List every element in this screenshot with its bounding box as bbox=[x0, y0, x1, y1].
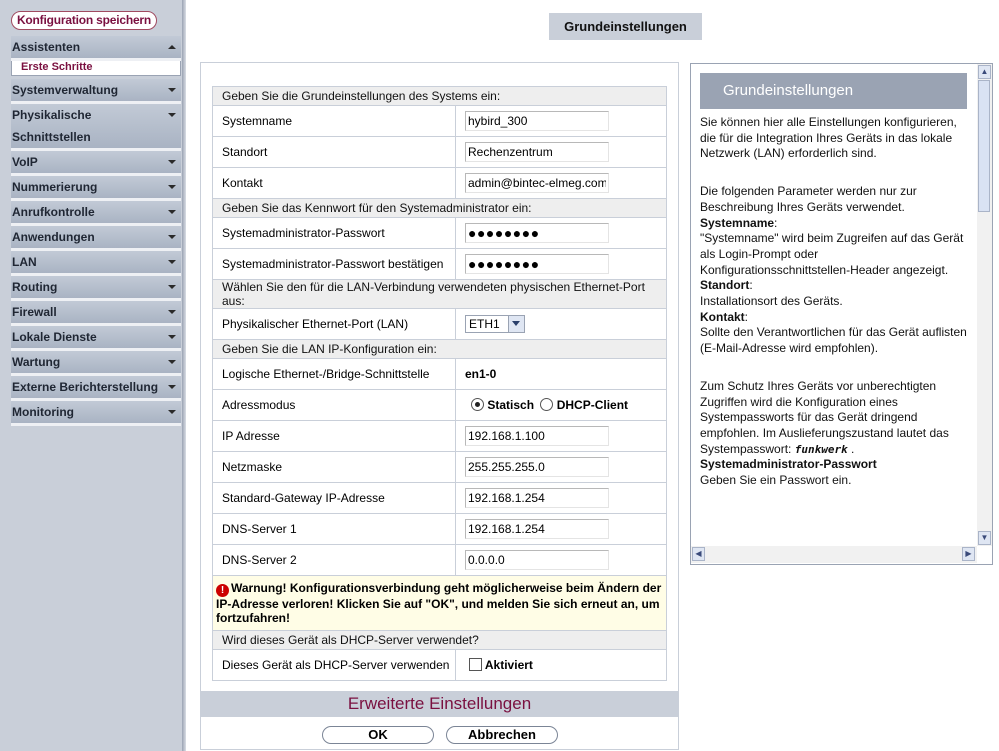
section-header-dhcp bbox=[213, 631, 667, 650]
section-header-port bbox=[213, 280, 667, 309]
password-confirm-input[interactable] bbox=[465, 254, 609, 274]
section-label: Geben Sie die LAN IP-Konfiguration ein: bbox=[213, 340, 667, 359]
ok-button[interactable]: OK bbox=[322, 726, 434, 744]
form-row-netmask bbox=[213, 452, 667, 483]
sidebar-item-label: Nummerierung bbox=[12, 180, 98, 194]
sidebar-nav bbox=[11, 36, 181, 426]
help-vertical-scrollbar[interactable] bbox=[977, 64, 992, 546]
sidebar-item-nummerierung[interactable] bbox=[11, 176, 181, 201]
sidebar-item-externe-berichterstellung[interactable] bbox=[11, 376, 181, 401]
chevron-down-icon bbox=[168, 410, 176, 414]
field-label: Standort bbox=[213, 137, 456, 168]
sidebar-item-label: Assistenten bbox=[12, 40, 81, 54]
field-label: Adressmodus bbox=[213, 390, 456, 421]
sidebar-item-label: Routing bbox=[12, 280, 58, 294]
help-paragraph: Sie können hier alle Einstellungen konfigurieren, die für die Integration Ihres Geräts in das lokale Netzwerk (LAN) erforderlich sind. bbox=[700, 115, 957, 161]
field-label: IP Adresse bbox=[213, 421, 456, 452]
help-heading: Systemname: bbox=[700, 215, 778, 230]
interface-value: en1-0 bbox=[456, 359, 667, 390]
chevron-down-icon bbox=[168, 235, 176, 239]
chevron-down-icon bbox=[168, 285, 176, 289]
default-password-code: funkwerk bbox=[794, 442, 848, 456]
field-label: Standard-Gateway IP-Adresse bbox=[213, 483, 456, 514]
section-label: Geben Sie das Kennwort für den Systemadministrator ein: bbox=[213, 199, 667, 218]
chevron-down-icon bbox=[168, 335, 176, 339]
standort-input[interactable] bbox=[465, 142, 609, 162]
radio-static[interactable] bbox=[471, 398, 484, 411]
sidebar-item-voip[interactable] bbox=[11, 151, 181, 176]
radio-static-label: Statisch bbox=[487, 398, 535, 412]
sidebar-item-systemverwaltung[interactable] bbox=[11, 79, 181, 104]
help-heading: Standort: bbox=[700, 278, 753, 293]
settings-form bbox=[212, 86, 667, 681]
field-label: DNS-Server 2 bbox=[213, 545, 456, 576]
form-row-gateway bbox=[213, 483, 667, 514]
sidebar-item-assistenten[interactable] bbox=[11, 36, 181, 61]
section-label: Geben Sie die Grundeinstellungen des Systems ein: bbox=[213, 87, 667, 106]
warning-icon: ! bbox=[216, 584, 229, 597]
chevron-down-icon bbox=[168, 360, 176, 364]
sidebar-item-label: Anrufkontrolle bbox=[12, 205, 95, 219]
advanced-settings-toggle[interactable]: Erweiterte Einstellungen bbox=[201, 691, 678, 717]
sidebar-item-label: Externe Berichterstellung bbox=[12, 380, 159, 394]
gateway-input[interactable] bbox=[465, 488, 609, 508]
field-label: Logische Ethernet-/Bridge-Schnittstelle bbox=[213, 359, 456, 390]
section-header-system bbox=[213, 87, 667, 106]
field-label: Kontakt bbox=[213, 168, 456, 199]
sidebar-item-wartung[interactable] bbox=[11, 351, 181, 376]
ip-address-input[interactable] bbox=[465, 426, 609, 446]
sidebar-item-label: LAN bbox=[12, 255, 37, 269]
chevron-down-icon[interactable] bbox=[508, 316, 524, 332]
sidebar-divider bbox=[182, 0, 186, 751]
sidebar bbox=[0, 0, 182, 751]
systemname-input[interactable] bbox=[465, 111, 609, 131]
section-header-password bbox=[213, 199, 667, 218]
help-paragraph: Zum Schutz Ihres Geräts vor unberechtigten Zugriffen wird die Konfiguration eines Systempassworts für das Gerät dringend empfohlen. Im Auslieferungszustand lautet das Systempasswort: funkwerk . bbox=[700, 378, 949, 456]
form-row-password bbox=[213, 218, 667, 249]
chevron-down-icon bbox=[168, 260, 176, 264]
form-row-password-confirm bbox=[213, 249, 667, 280]
chevron-down-icon bbox=[168, 310, 176, 314]
dhcp-checkbox-label: Aktiviert bbox=[484, 658, 533, 672]
page-title: Grundeinstellungen bbox=[549, 13, 702, 40]
warning-row bbox=[213, 576, 667, 631]
sidebar-item-label: Firewall bbox=[12, 305, 57, 319]
select-value: ETH1 bbox=[469, 317, 500, 331]
help-paragraph: Sollte den Verantwortlichen für das Gerät auflisten (E-Mail-Adresse wird empfohlen). bbox=[700, 325, 967, 356]
chevron-up-icon bbox=[168, 45, 176, 49]
scroll-down-icon[interactable]: ▼ bbox=[978, 531, 991, 545]
sidebar-item-routing[interactable] bbox=[11, 276, 181, 301]
field-label: Systemname bbox=[213, 106, 456, 137]
help-paragraph: Installationsort des Geräts. bbox=[700, 294, 843, 309]
help-heading: Systemadministrator-Passwort bbox=[700, 457, 877, 472]
form-row-address-mode bbox=[213, 390, 667, 421]
chevron-down-icon bbox=[168, 185, 176, 189]
dhcp-server-checkbox[interactable] bbox=[469, 658, 482, 671]
chevron-down-icon bbox=[168, 113, 176, 117]
help-paragraph: Die folgenden Parameter werden nur zur Beschreibung Ihres Geräts verwendet. bbox=[700, 184, 917, 214]
sidebar-item-label: Erste Schritte bbox=[21, 61, 93, 73]
help-paragraph: Geben Sie ein Passwort ein. bbox=[700, 473, 852, 488]
scroll-up-icon[interactable]: ▲ bbox=[978, 65, 991, 79]
form-row-ip bbox=[213, 421, 667, 452]
sidebar-item-erste-schritte[interactable] bbox=[11, 59, 181, 76]
field-label: Systemadministrator-Passwort bestätigen bbox=[213, 249, 456, 280]
section-header-ip bbox=[213, 340, 667, 359]
scroll-right-icon[interactable]: ▶ bbox=[962, 547, 975, 561]
ethernet-port-select[interactable] bbox=[465, 315, 525, 333]
form-row-interface bbox=[213, 359, 667, 390]
sidebar-item-label-line2: Schnittstellen bbox=[12, 130, 91, 144]
scroll-thumb[interactable] bbox=[978, 80, 990, 212]
form-row-standort bbox=[213, 137, 667, 168]
chevron-down-icon bbox=[168, 88, 176, 92]
sidebar-item-label: Anwendungen bbox=[12, 230, 95, 244]
sidebar-item-firewall[interactable] bbox=[11, 301, 181, 326]
radio-dhcp-client[interactable] bbox=[540, 398, 553, 411]
sidebar-item-label: Lokale Dienste bbox=[12, 330, 97, 344]
sidebar-item-label: Monitoring bbox=[12, 405, 74, 419]
radio-dhcp-client-label: DHCP-Client bbox=[556, 398, 629, 412]
dns1-input[interactable] bbox=[465, 519, 609, 539]
netmask-input[interactable] bbox=[465, 457, 609, 477]
form-row-dns1 bbox=[213, 514, 667, 545]
sidebar-item-label: VoIP bbox=[12, 155, 38, 169]
save-configuration-button[interactable]: Konfiguration speichern bbox=[11, 11, 157, 30]
sidebar-item-label: Systemverwaltung bbox=[12, 83, 119, 97]
chevron-down-icon bbox=[168, 210, 176, 214]
help-content bbox=[700, 115, 970, 489]
sidebar-item-lan[interactable] bbox=[11, 251, 181, 276]
form-row-port bbox=[213, 309, 667, 340]
chevron-down-icon bbox=[168, 160, 176, 164]
help-heading: Kontakt: bbox=[700, 309, 749, 324]
warning-text: Warnung! Konfigurationsverbindung geht möglicherweise beim Ändern der IP-Adresse verloren! Klicken Sie auf "OK", und melden Sie sich erneut an, um fortzufahren! bbox=[216, 581, 662, 625]
sidebar-item-label: Physikalische bbox=[12, 108, 92, 122]
form-row-systemname bbox=[213, 106, 667, 137]
field-label: DNS-Server 1 bbox=[213, 514, 456, 545]
sidebar-item-physikalische-schnittstellen[interactable] bbox=[11, 104, 181, 151]
field-label: Dieses Gerät als DHCP-Server verwenden bbox=[213, 650, 456, 681]
section-label: Wird dieses Gerät als DHCP-Server verwendet? bbox=[213, 631, 667, 650]
password-input[interactable] bbox=[465, 223, 609, 243]
chevron-down-icon bbox=[168, 385, 176, 389]
sidebar-item-lokale-dienste[interactable] bbox=[11, 326, 181, 351]
cancel-button[interactable]: Abbrechen bbox=[446, 726, 558, 744]
form-row-kontakt bbox=[213, 168, 667, 199]
sidebar-item-label: Wartung bbox=[12, 355, 61, 369]
kontakt-input[interactable] bbox=[465, 173, 609, 193]
form-row-dhcp bbox=[213, 650, 667, 681]
help-paragraph: "Systemname" wird beim Zugreifen auf das Gerät als Login-Prompt oder Konfigurationsschnittstellen-Header angezeigt. bbox=[700, 231, 964, 277]
sidebar-item-anwendungen[interactable] bbox=[11, 226, 181, 251]
help-horizontal-scrollbar[interactable] bbox=[691, 546, 977, 563]
sidebar-item-anrufkontrolle[interactable] bbox=[11, 201, 181, 226]
scroll-left-icon[interactable]: ◀ bbox=[692, 547, 705, 561]
help-title: Grundeinstellungen bbox=[700, 73, 967, 109]
field-label: Netzmaske bbox=[213, 452, 456, 483]
dns2-input[interactable] bbox=[465, 550, 609, 570]
field-label: Systemadministrator-Passwort bbox=[213, 218, 456, 249]
field-label: Physikalischer Ethernet-Port (LAN) bbox=[213, 309, 456, 340]
section-label: Wählen Sie den für die LAN-Verbindung verwendeten physischen Ethernet-Port aus: bbox=[213, 280, 667, 309]
sidebar-item-monitoring[interactable] bbox=[11, 401, 181, 426]
form-row-dns2 bbox=[213, 545, 667, 576]
